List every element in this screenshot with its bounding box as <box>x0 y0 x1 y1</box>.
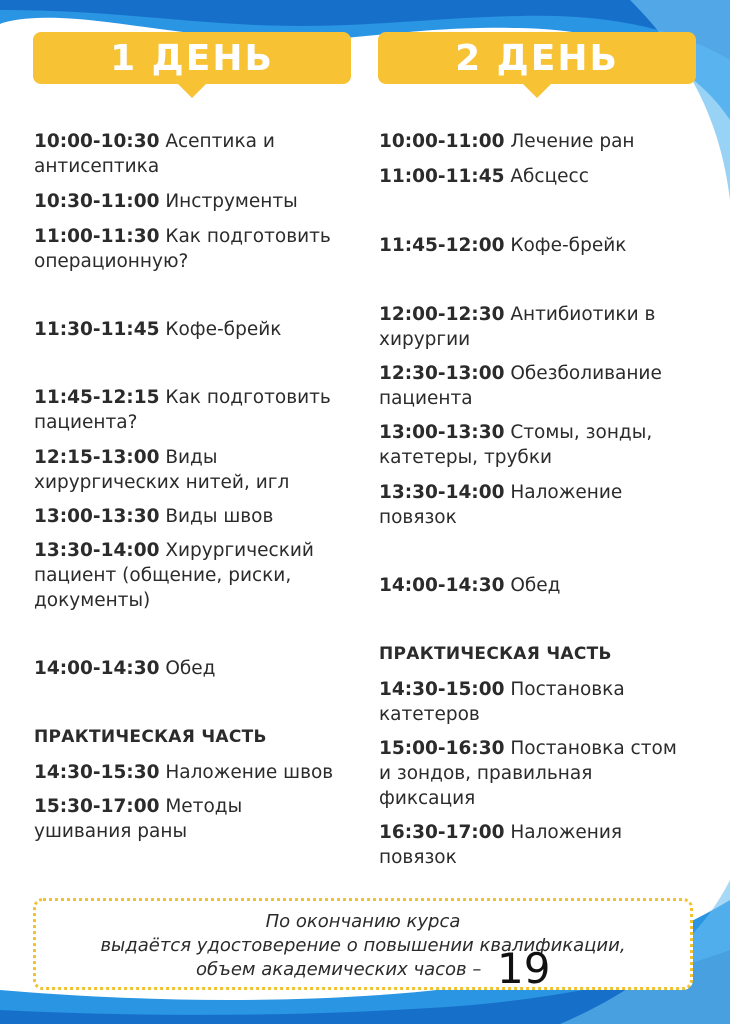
day1-header <box>33 32 351 84</box>
schedule-entry: 12:15-13:00 Виды хирургических нитей, игл <box>34 447 290 493</box>
schedule-entry: 13:00-13:30 Стомы, зонды, катетеры, трубки <box>379 422 653 468</box>
schedule-entry: 15:30-17:00 Методы ушивания раны <box>34 796 243 842</box>
day2-header <box>378 32 696 84</box>
schedule-entry: 10:00-10:30 Асептика и антисептика <box>34 131 275 177</box>
certificate-note-line-1: По окончанию курса <box>265 911 461 932</box>
day2-title: 2 ДЕНЬ <box>455 37 619 79</box>
schedule-entry: 11:00-11:30 Как подготовить операционную? <box>34 226 331 272</box>
practical-section-title: ПРАКТИЧЕСКАЯ ЧАСТЬ <box>379 644 612 664</box>
certificate-note-line-2: выдаётся удостоверение о повышении квалификации, <box>100 935 626 956</box>
schedule-entry: 16:30-17:00 Наложения повязок <box>379 822 623 868</box>
schedule-entry: 13:00-13:30 Виды швов <box>34 506 274 527</box>
day1-header-pointer <box>178 84 206 98</box>
schedule-entry: 13:30-14:00 Хирургический пациент (общение, риски, документы) <box>34 540 314 611</box>
schedule-entry: 11:45-12:15 Как подготовить пациента? <box>34 387 331 433</box>
day2-header-pointer <box>523 84 551 98</box>
schedule-entry: 15:00-16:30 Постановка стом и зондов, правильная фиксация <box>379 738 677 809</box>
academic-hours-value: 19 <box>497 944 551 993</box>
schedule-entry: 14:30-15:00 Постановка катетеров <box>379 679 625 725</box>
schedule-entry: 10:00-11:00 Лечение ран <box>379 131 635 152</box>
schedule-entry: 12:00-12:30 Антибиотики в хирургии <box>379 304 656 350</box>
schedule-entry: 14:00-14:30 Обед <box>379 575 561 596</box>
schedule-entry: 12:30-13:00 Обезболивание пациента <box>379 363 662 409</box>
schedule-entry: 14:00-14:30 Обед <box>34 658 216 679</box>
schedule-entry: 11:00-11:45 Абсцесс <box>379 166 589 187</box>
schedule-entry: 11:30-11:45 Кофе-брейк <box>34 319 282 340</box>
schedule-entry: 14:30-15:30 Наложение швов <box>34 762 334 783</box>
schedule-entry: 11:45-12:00 Кофе-брейк <box>379 235 627 256</box>
schedule-entry: 13:30-14:00 Наложение повязок <box>379 482 623 528</box>
schedule-entry: 10:30-11:00 Инструменты <box>34 191 298 212</box>
day1-title: 1 ДЕНЬ <box>110 37 274 79</box>
certificate-note-line-3: объем академических часов – <box>196 959 482 980</box>
practical-section-title: ПРАКТИЧЕСКАЯ ЧАСТЬ <box>34 727 267 747</box>
certificate-note-box <box>33 898 693 990</box>
